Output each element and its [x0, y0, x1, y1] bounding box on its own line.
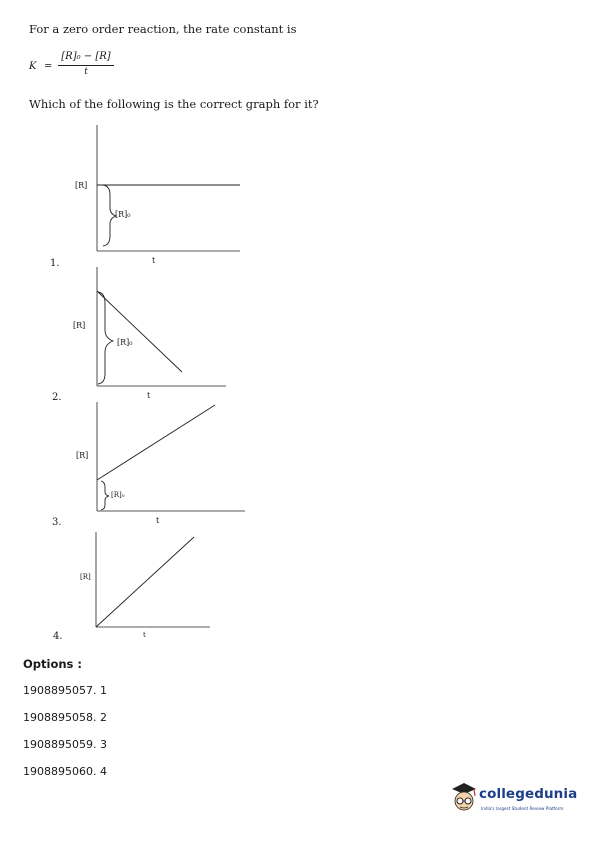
graph-1-number: 1. [50, 258, 60, 269]
graph-3-brace-label: [R]₀ [111, 491, 125, 499]
graph-4-line [96, 537, 194, 627]
graph-2-y-label: [R] [73, 321, 86, 330]
formula-equals: = [44, 61, 53, 72]
question-prompt: Which of the following is the correct graph for it? [29, 97, 319, 111]
graph-1-brace-label: [R]₀ [115, 210, 131, 219]
graph-4-x-label: t [143, 631, 146, 639]
brand-name: collegedunia [479, 786, 578, 802]
option-2[interactable]: 1908895058. 2 [23, 711, 107, 724]
option-3[interactable]: 1908895059. 3 [23, 738, 107, 751]
graph-2-number: 2. [52, 392, 62, 403]
options-title: Options : [23, 657, 82, 671]
graph-3-y-label: [R] [76, 451, 89, 460]
formula-numerator: [R]₀ − [R] [61, 51, 111, 62]
graph-2-x-label: t [147, 391, 151, 400]
option-4[interactable]: 1908895060. 4 [23, 765, 107, 778]
graph-4-number: 4. [53, 631, 63, 642]
option-1[interactable]: 1908895057. 1 [23, 684, 107, 697]
graph-3-x-label: t [156, 516, 160, 525]
formula-denominator: t [84, 67, 88, 77]
brand-tagline: India's largest Student Review Platform [481, 806, 564, 811]
formula-lhs: K [29, 61, 37, 72]
student-mascot-icon [449, 780, 481, 814]
graph-1-y-label: [R] [75, 181, 88, 190]
graph-3-number: 3. [52, 517, 62, 528]
graph-2-brace-label: [R]₀ [117, 338, 133, 347]
graph-1-x-label: t [152, 256, 156, 265]
graph-4-y-label: [R] [80, 573, 91, 581]
question-intro: For a zero order reaction, the rate constant is [29, 22, 297, 36]
